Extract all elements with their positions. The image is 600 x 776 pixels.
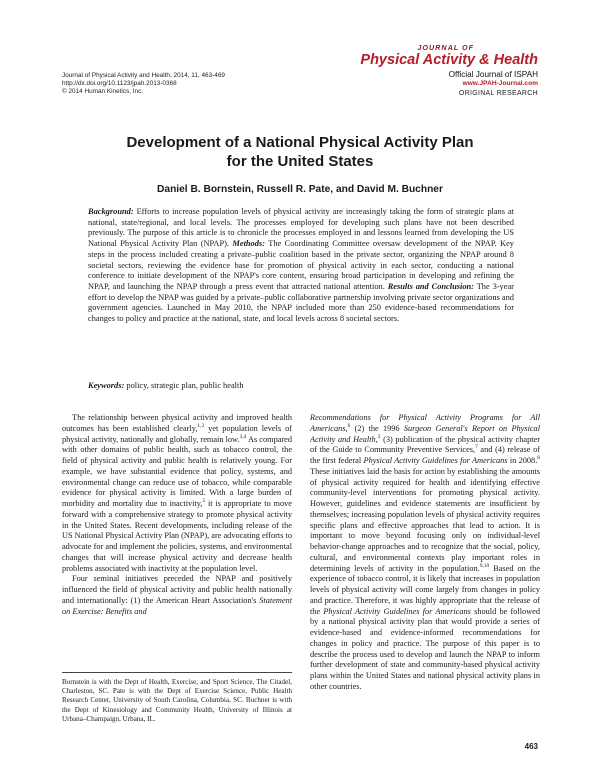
body-column-left <box>62 413 292 617</box>
text-run: should be followed by a national physical activity plan that would provide a series of evidence-based and evidence-informed recommendations for changes in policy and practice. The purpose of this paper is to describe the process used to develop and launch the NPAP to inform further development of state and community-based physical activity plans within the United States and national physical activity plans in other countries. <box>310 606 540 691</box>
italic-run: Physical Activity Guidelines for Americans <box>323 606 471 616</box>
methods-text: The Coordinating Committee oversaw development of the NPAP. Key steps in the process included creating a private–public coalition based in the private sector, organizing the NPAP around 8 societal sectors, reviewing the evidence base for promotion of physical activity in each sector, conducting a national conference to initiate development of the NPAP's core content, ensuring broad participation in developing and refining the NPAP, and launching the NPAP through a press event that attracted national attention. <box>88 239 514 291</box>
text-run: it is appropriate to move forward with a comprehensive strategy to promote physical activity in the United States. Recent developments, including release of the US National Physical Activity Plan (NPAP), are advocating efforts to advocate for and implement the policies, systems, and environmental changes that will increase physical activity and decrease health problems associated with inactivity at the population level. <box>62 499 292 573</box>
text-run: These initiatives laid the basis for action by establishing the amounts of physical activity required for health and identifying effective community-level interventions for promoting physical activity. However, guidelines and evidence statements are insufficient by themselves; increasing population levels of physical activity requires specific plans and effective approaches that lead to action. It is important to move beyond focusing only on individual-level behavior-change approaches and to recognize that the social, policy, cultural, and environmental contexts play important roles in determining levels of activity in the population. <box>310 466 540 573</box>
text-run: in 2008. <box>507 456 538 465</box>
author-list: Daniel B. Bornstein, Russell R. Pate, and David M. Buchner <box>157 184 443 195</box>
keywords-label: Keywords: <box>88 381 125 390</box>
italic-run: Physical Activity Guidelines for Americans <box>363 456 508 465</box>
journal-logo <box>360 52 538 68</box>
journal-url-link[interactable]: www.JPAH-Journal.com <box>462 80 538 87</box>
title-line-2: for the United States <box>226 153 374 170</box>
keywords <box>88 381 244 390</box>
reference-sup: 6 <box>347 422 351 429</box>
footnote-divider <box>62 672 292 673</box>
journal-name-b: Health <box>493 52 538 68</box>
paragraph <box>62 413 292 574</box>
affiliation-footnote: Bornstein is with the Dept of Health, Exercise, and Sport Science, The Citadel, Charleston, SC. Pate is with the Dept of Exercise Science, Public Health Research Center, University of South Carolina, Columbia, SC. Buchner is with the Dept of Kinesiology and Community Health, University of Illinois at Urbana–Champaign, Urbana, IL. <box>62 678 292 723</box>
text-run: , <box>375 434 378 444</box>
paragraph <box>62 574 292 617</box>
reference-sup: 9,10 <box>479 562 490 569</box>
text-run: yet population levels of physical activity, nationally and globally, remain low. <box>62 423 292 444</box>
text-run: and (4) release of the first federal <box>310 445 541 465</box>
text-run: (2) the 1996 <box>350 423 404 433</box>
text-run: The relationship between physical activity and improved health outcomes has been established clearly, <box>62 413 292 433</box>
italic-run: Statement on Exercise: Benefits and <box>62 595 292 616</box>
text-run: Four seminal initiatives preceded the NPAP and positively influenced the field of physical activity and public health nationally and internationally: (1) the American Heart Association's <box>62 574 292 605</box>
journal-name-a: Physical Activity <box>360 52 476 68</box>
body-column-right <box>310 413 540 693</box>
text-run: Based on the experience of tobacco control, it is likely that increases in population levels of physical activity will come largely from changes in policy and practice. Therefore, it was highly appropriate that the release of the <box>310 563 540 616</box>
keywords-text: policy, strategic plan, public health <box>124 381 244 390</box>
citation-block <box>62 72 225 97</box>
paragraph <box>310 413 540 693</box>
text-run: (3) publication of the physical activity chapter of the Guide to Community Preventive Services, <box>310 434 541 455</box>
reference-sup: 5 <box>202 498 206 505</box>
background-text: Efforts to increase population levels of physical activity are increasingly taking the form of strategic plans at national, state/regional, and local levels. The processes employed for developing such plans have not been described previously. The purpose of this article is to chronicle the processes employed in and lessons learned from developing the US National Physical Activity Plan (NPAP). <box>88 207 514 249</box>
doi-link[interactable]: http://dx.doi.org/10.1123/jpah.2013-0368 <box>62 80 177 88</box>
reference-sup: 8 <box>537 455 540 462</box>
journal-masthead <box>360 44 538 98</box>
journal-of-label: JOURNAL OF <box>417 43 474 52</box>
abstract <box>88 207 514 325</box>
text-run: As compared with other domains of public health, such as tobacco control, the field of physical activity and public health is relatively young. For example, we have substantial evidence that policy, systems, and environmental change can reduce use of tobacco, while comparable evidence for physical activity is limited. With a large burden of morbidity and mortality due to inactivity, <box>62 434 292 508</box>
results-text: The 3-year effort to develop the NPAP was guided by a private–public collaborative partnership involving private sector organizations and government agencies. Launched in May 2010, the NPAP included more than 250 evidence-based recommendations for changes to policy and practice at the national, state, and local levels across 8 societal sectors. <box>88 281 514 324</box>
journal-amp: & <box>479 52 490 68</box>
italic-run: Recommendations for Physical Activity Programs for All Americans <box>310 413 540 433</box>
title-line-1: Development of a National Physical Activity Plan <box>126 134 474 151</box>
text-run: , <box>345 423 348 433</box>
reference-sup: 7 <box>475 444 478 451</box>
reference-sup: 1,2 <box>197 422 205 429</box>
reference-sup: 3,4 <box>239 433 247 440</box>
results-label: Results and Conclusion: <box>387 281 474 291</box>
citation-line: Journal of Physical Activity and Health, 2014, 11, 463-469 <box>62 72 225 79</box>
copyright-line: © 2014 Human Kinetics, Inc. <box>62 88 144 96</box>
methods-label: Methods: <box>232 239 265 249</box>
reference-sup: 2 <box>377 433 381 440</box>
italic-run: Surgeon General's Report on Physical Activity and Health <box>310 423 541 444</box>
article-title <box>60 133 540 171</box>
background-label: Background: <box>88 207 134 216</box>
page-number: 463 <box>524 742 538 751</box>
official-journal-label: Official Journal of ISPAH <box>448 70 538 79</box>
section-label: ORIGINAL RESEARCH <box>458 89 538 97</box>
